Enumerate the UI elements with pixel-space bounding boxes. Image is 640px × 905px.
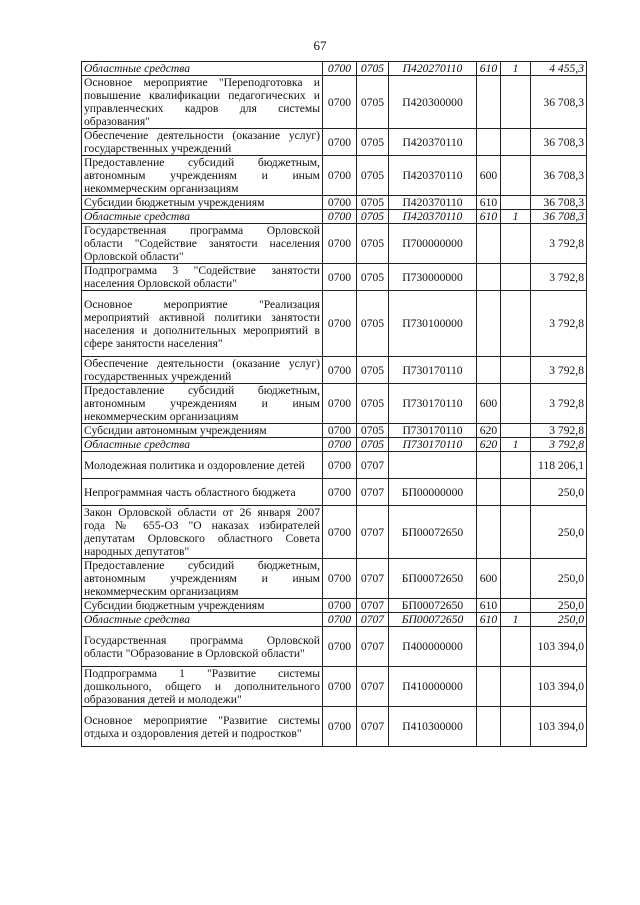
table-row bbox=[82, 667, 587, 707]
expense-type-code bbox=[477, 129, 501, 156]
subsection-code: 0707 bbox=[357, 667, 389, 707]
amount: 36 708,3 bbox=[531, 76, 587, 129]
section-code: 0700 bbox=[323, 357, 357, 384]
amount: 103 394,0 bbox=[531, 627, 587, 667]
subsection-code: 0707 bbox=[357, 613, 389, 627]
amount: 3 792,8 bbox=[531, 357, 587, 384]
subsection-code: 0707 bbox=[357, 452, 389, 479]
funding-source-code bbox=[501, 264, 531, 291]
amount: 103 394,0 bbox=[531, 707, 587, 747]
expense-type-code bbox=[477, 667, 501, 707]
row-name: Обеспечение деятельности (оказание услуг) государственных учреждений bbox=[82, 357, 323, 384]
target-article-code: П730170110 bbox=[389, 438, 477, 452]
table-row bbox=[82, 357, 587, 384]
amount: 3 792,8 bbox=[531, 384, 587, 424]
table-row bbox=[82, 627, 587, 667]
subsection-code: 0705 bbox=[357, 196, 389, 210]
table-row bbox=[82, 452, 587, 479]
funding-source-code bbox=[501, 76, 531, 129]
target-article-code: П420370110 bbox=[389, 196, 477, 210]
expense-type-code bbox=[477, 224, 501, 264]
table-row bbox=[82, 224, 587, 264]
table-row bbox=[82, 707, 587, 747]
row-name: Субсидии автономным учреждениям bbox=[82, 424, 323, 438]
funding-source-code bbox=[501, 667, 531, 707]
funding-source-code bbox=[501, 599, 531, 613]
amount: 3 792,8 bbox=[531, 438, 587, 452]
expense-type-code bbox=[477, 506, 501, 559]
target-article-code: П420370110 bbox=[389, 156, 477, 196]
section-code: 0700 bbox=[323, 452, 357, 479]
row-name: Государственная программа Орловской области "Образование в Орловской области" bbox=[82, 627, 323, 667]
table-row bbox=[82, 506, 587, 559]
section-code: 0700 bbox=[323, 129, 357, 156]
target-article-code: П420370110 bbox=[389, 210, 477, 224]
amount: 3 792,8 bbox=[531, 291, 587, 357]
expense-type-code: 610 bbox=[477, 599, 501, 613]
target-article-code: П400000000 bbox=[389, 627, 477, 667]
table-row bbox=[82, 62, 587, 76]
target-article-code: БП00072650 bbox=[389, 599, 477, 613]
amount: 250,0 bbox=[531, 479, 587, 506]
table-row bbox=[82, 424, 587, 438]
amount: 3 792,8 bbox=[531, 224, 587, 264]
row-name: Основное мероприятие "Переподготовка и повышение квалификации педагогических и управленческих кадров для системы образования" bbox=[82, 76, 323, 129]
expense-type-code: 620 bbox=[477, 438, 501, 452]
funding-source-code: 1 bbox=[501, 613, 531, 627]
section-code: 0700 bbox=[323, 559, 357, 599]
target-article-code: П730170110 bbox=[389, 424, 477, 438]
amount: 36 708,3 bbox=[531, 156, 587, 196]
funding-source-code bbox=[501, 129, 531, 156]
section-code: 0700 bbox=[323, 291, 357, 357]
section-code: 0700 bbox=[323, 627, 357, 667]
budget-table bbox=[81, 61, 587, 747]
funding-source-code bbox=[501, 224, 531, 264]
subsection-code: 0705 bbox=[357, 224, 389, 264]
expense-type-code: 610 bbox=[477, 196, 501, 210]
target-article-code: БП00000000 bbox=[389, 479, 477, 506]
funding-source-code bbox=[501, 559, 531, 599]
subsection-code: 0705 bbox=[357, 76, 389, 129]
amount: 4 455,3 bbox=[531, 62, 587, 76]
expense-type-code bbox=[477, 479, 501, 506]
amount: 3 792,8 bbox=[531, 424, 587, 438]
amount: 36 708,3 bbox=[531, 196, 587, 210]
row-name: Основное мероприятие "Реализация мероприятий активной политики занятости населения и дополнительных мероприятий в сфере занятости населения" bbox=[82, 291, 323, 357]
expense-type-code: 600 bbox=[477, 156, 501, 196]
row-name: Областные средства bbox=[82, 438, 323, 452]
row-name: Подпрограмма 1 "Развитие системы дошкольного, общего и дополнительного образования детей и молодежи" bbox=[82, 667, 323, 707]
row-name: Областные средства bbox=[82, 62, 323, 76]
funding-source-code bbox=[501, 384, 531, 424]
funding-source-code bbox=[501, 707, 531, 747]
row-name: Предоставление субсидий бюджетным, автономным учреждениям и иным некоммерческим организациям bbox=[82, 559, 323, 599]
section-code: 0700 bbox=[323, 210, 357, 224]
row-name: Предоставление субсидий бюджетным, автономным учреждениям и иным некоммерческим организациям bbox=[82, 156, 323, 196]
table-row bbox=[82, 210, 587, 224]
funding-source-code: 1 bbox=[501, 438, 531, 452]
amount: 36 708,3 bbox=[531, 129, 587, 156]
row-name: Субсидии бюджетным учреждениям bbox=[82, 196, 323, 210]
funding-source-code bbox=[501, 452, 531, 479]
expense-type-code bbox=[477, 627, 501, 667]
target-article-code: П420370110 bbox=[389, 129, 477, 156]
target-article-code: П700000000 bbox=[389, 224, 477, 264]
row-name: Основное мероприятие "Развитие системы отдыха и оздоровления детей и подростков" bbox=[82, 707, 323, 747]
amount: 250,0 bbox=[531, 559, 587, 599]
section-code: 0700 bbox=[323, 667, 357, 707]
amount: 250,0 bbox=[531, 613, 587, 627]
subsection-code: 0707 bbox=[357, 707, 389, 747]
expense-type-code bbox=[477, 707, 501, 747]
table-row bbox=[82, 129, 587, 156]
section-code: 0700 bbox=[323, 479, 357, 506]
expense-type-code: 620 bbox=[477, 424, 501, 438]
row-name: Областные средства bbox=[82, 613, 323, 627]
expense-type-code bbox=[477, 76, 501, 129]
subsection-code: 0707 bbox=[357, 479, 389, 506]
amount: 103 394,0 bbox=[531, 667, 587, 707]
subsection-code: 0707 bbox=[357, 559, 389, 599]
target-article-code: П730000000 bbox=[389, 264, 477, 291]
expense-type-code: 610 bbox=[477, 613, 501, 627]
subsection-code: 0707 bbox=[357, 627, 389, 667]
funding-source-code bbox=[501, 357, 531, 384]
amount: 250,0 bbox=[531, 599, 587, 613]
subsection-code: 0705 bbox=[357, 438, 389, 452]
amount: 3 792,8 bbox=[531, 264, 587, 291]
table-row bbox=[82, 264, 587, 291]
table-row bbox=[82, 438, 587, 452]
funding-source-code: 1 bbox=[501, 62, 531, 76]
subsection-code: 0705 bbox=[357, 264, 389, 291]
row-name: Субсидии бюджетным учреждениям bbox=[82, 599, 323, 613]
table-row bbox=[82, 559, 587, 599]
section-code: 0700 bbox=[323, 424, 357, 438]
funding-source-code bbox=[501, 506, 531, 559]
table-row bbox=[82, 156, 587, 196]
budget-table-body bbox=[82, 62, 587, 747]
table-row bbox=[82, 384, 587, 424]
target-article-code: П730100000 bbox=[389, 291, 477, 357]
table-row bbox=[82, 291, 587, 357]
target-article-code: П420300000 bbox=[389, 76, 477, 129]
row-name: Непрограммная часть областного бюджета bbox=[82, 479, 323, 506]
funding-source-code bbox=[501, 479, 531, 506]
funding-source-code bbox=[501, 627, 531, 667]
row-name: Государственная программа Орловской области "Содействие занятости населения Орловской области" bbox=[82, 224, 323, 264]
subsection-code: 0705 bbox=[357, 424, 389, 438]
section-code: 0700 bbox=[323, 707, 357, 747]
page-number: 67 bbox=[313, 38, 327, 53]
table-row bbox=[82, 479, 587, 506]
subsection-code: 0707 bbox=[357, 506, 389, 559]
table-row bbox=[82, 599, 587, 613]
expense-type-code: 610 bbox=[477, 210, 501, 224]
section-code: 0700 bbox=[323, 264, 357, 291]
section-code: 0700 bbox=[323, 384, 357, 424]
section-code: 0700 bbox=[323, 599, 357, 613]
amount: 118 206,1 bbox=[531, 452, 587, 479]
table-row bbox=[82, 613, 587, 627]
target-article-code: П410300000 bbox=[389, 707, 477, 747]
row-name: Подпрограмма 3 "Содействие занятости населения Орловской области" bbox=[82, 264, 323, 291]
section-code: 0700 bbox=[323, 506, 357, 559]
row-name: Предоставление субсидий бюджетным, автономным учреждениям и иным некоммерческим организациям bbox=[82, 384, 323, 424]
amount: 36 708,3 bbox=[531, 210, 587, 224]
section-code: 0700 bbox=[323, 438, 357, 452]
funding-source-code: 1 bbox=[501, 210, 531, 224]
subsection-code: 0705 bbox=[357, 62, 389, 76]
section-code: 0700 bbox=[323, 76, 357, 129]
expense-type-code: 610 bbox=[477, 62, 501, 76]
subsection-code: 0705 bbox=[357, 156, 389, 196]
subsection-code: 0705 bbox=[357, 129, 389, 156]
expense-type-code bbox=[477, 452, 501, 479]
section-code: 0700 bbox=[323, 156, 357, 196]
section-code: 0700 bbox=[323, 613, 357, 627]
funding-source-code bbox=[501, 156, 531, 196]
target-article-code: БП00072650 bbox=[389, 506, 477, 559]
funding-source-code bbox=[501, 196, 531, 210]
expense-type-code bbox=[477, 291, 501, 357]
expense-type-code: 600 bbox=[477, 384, 501, 424]
subsection-code: 0707 bbox=[357, 599, 389, 613]
expense-type-code bbox=[477, 264, 501, 291]
subsection-code: 0705 bbox=[357, 210, 389, 224]
funding-source-code bbox=[501, 291, 531, 357]
section-code: 0700 bbox=[323, 62, 357, 76]
expense-type-code bbox=[477, 357, 501, 384]
table-row bbox=[82, 196, 587, 210]
section-code: 0700 bbox=[323, 224, 357, 264]
funding-source-code bbox=[501, 424, 531, 438]
target-article-code: П410000000 bbox=[389, 667, 477, 707]
subsection-code: 0705 bbox=[357, 384, 389, 424]
row-name: Молодежная политика и оздоровление детей bbox=[82, 452, 323, 479]
target-article-code bbox=[389, 452, 477, 479]
target-article-code: БП00072650 bbox=[389, 559, 477, 599]
expense-type-code: 600 bbox=[477, 559, 501, 599]
target-article-code: БП00072650 bbox=[389, 613, 477, 627]
subsection-code: 0705 bbox=[357, 357, 389, 384]
target-article-code: П730170110 bbox=[389, 384, 477, 424]
row-name: Обеспечение деятельности (оказание услуг) государственных учреждений bbox=[82, 129, 323, 156]
subsection-code: 0705 bbox=[357, 291, 389, 357]
row-name: Областные средства bbox=[82, 210, 323, 224]
section-code: 0700 bbox=[323, 196, 357, 210]
row-name: Закон Орловской области от 26 января 2007 года № 655-ОЗ "О наказах избирателей депутатам Орловского областного Совета народных депутатов" bbox=[82, 506, 323, 559]
amount: 250,0 bbox=[531, 506, 587, 559]
table-row bbox=[82, 76, 587, 129]
target-article-code: П420270110 bbox=[389, 62, 477, 76]
target-article-code: П730170110 bbox=[389, 357, 477, 384]
